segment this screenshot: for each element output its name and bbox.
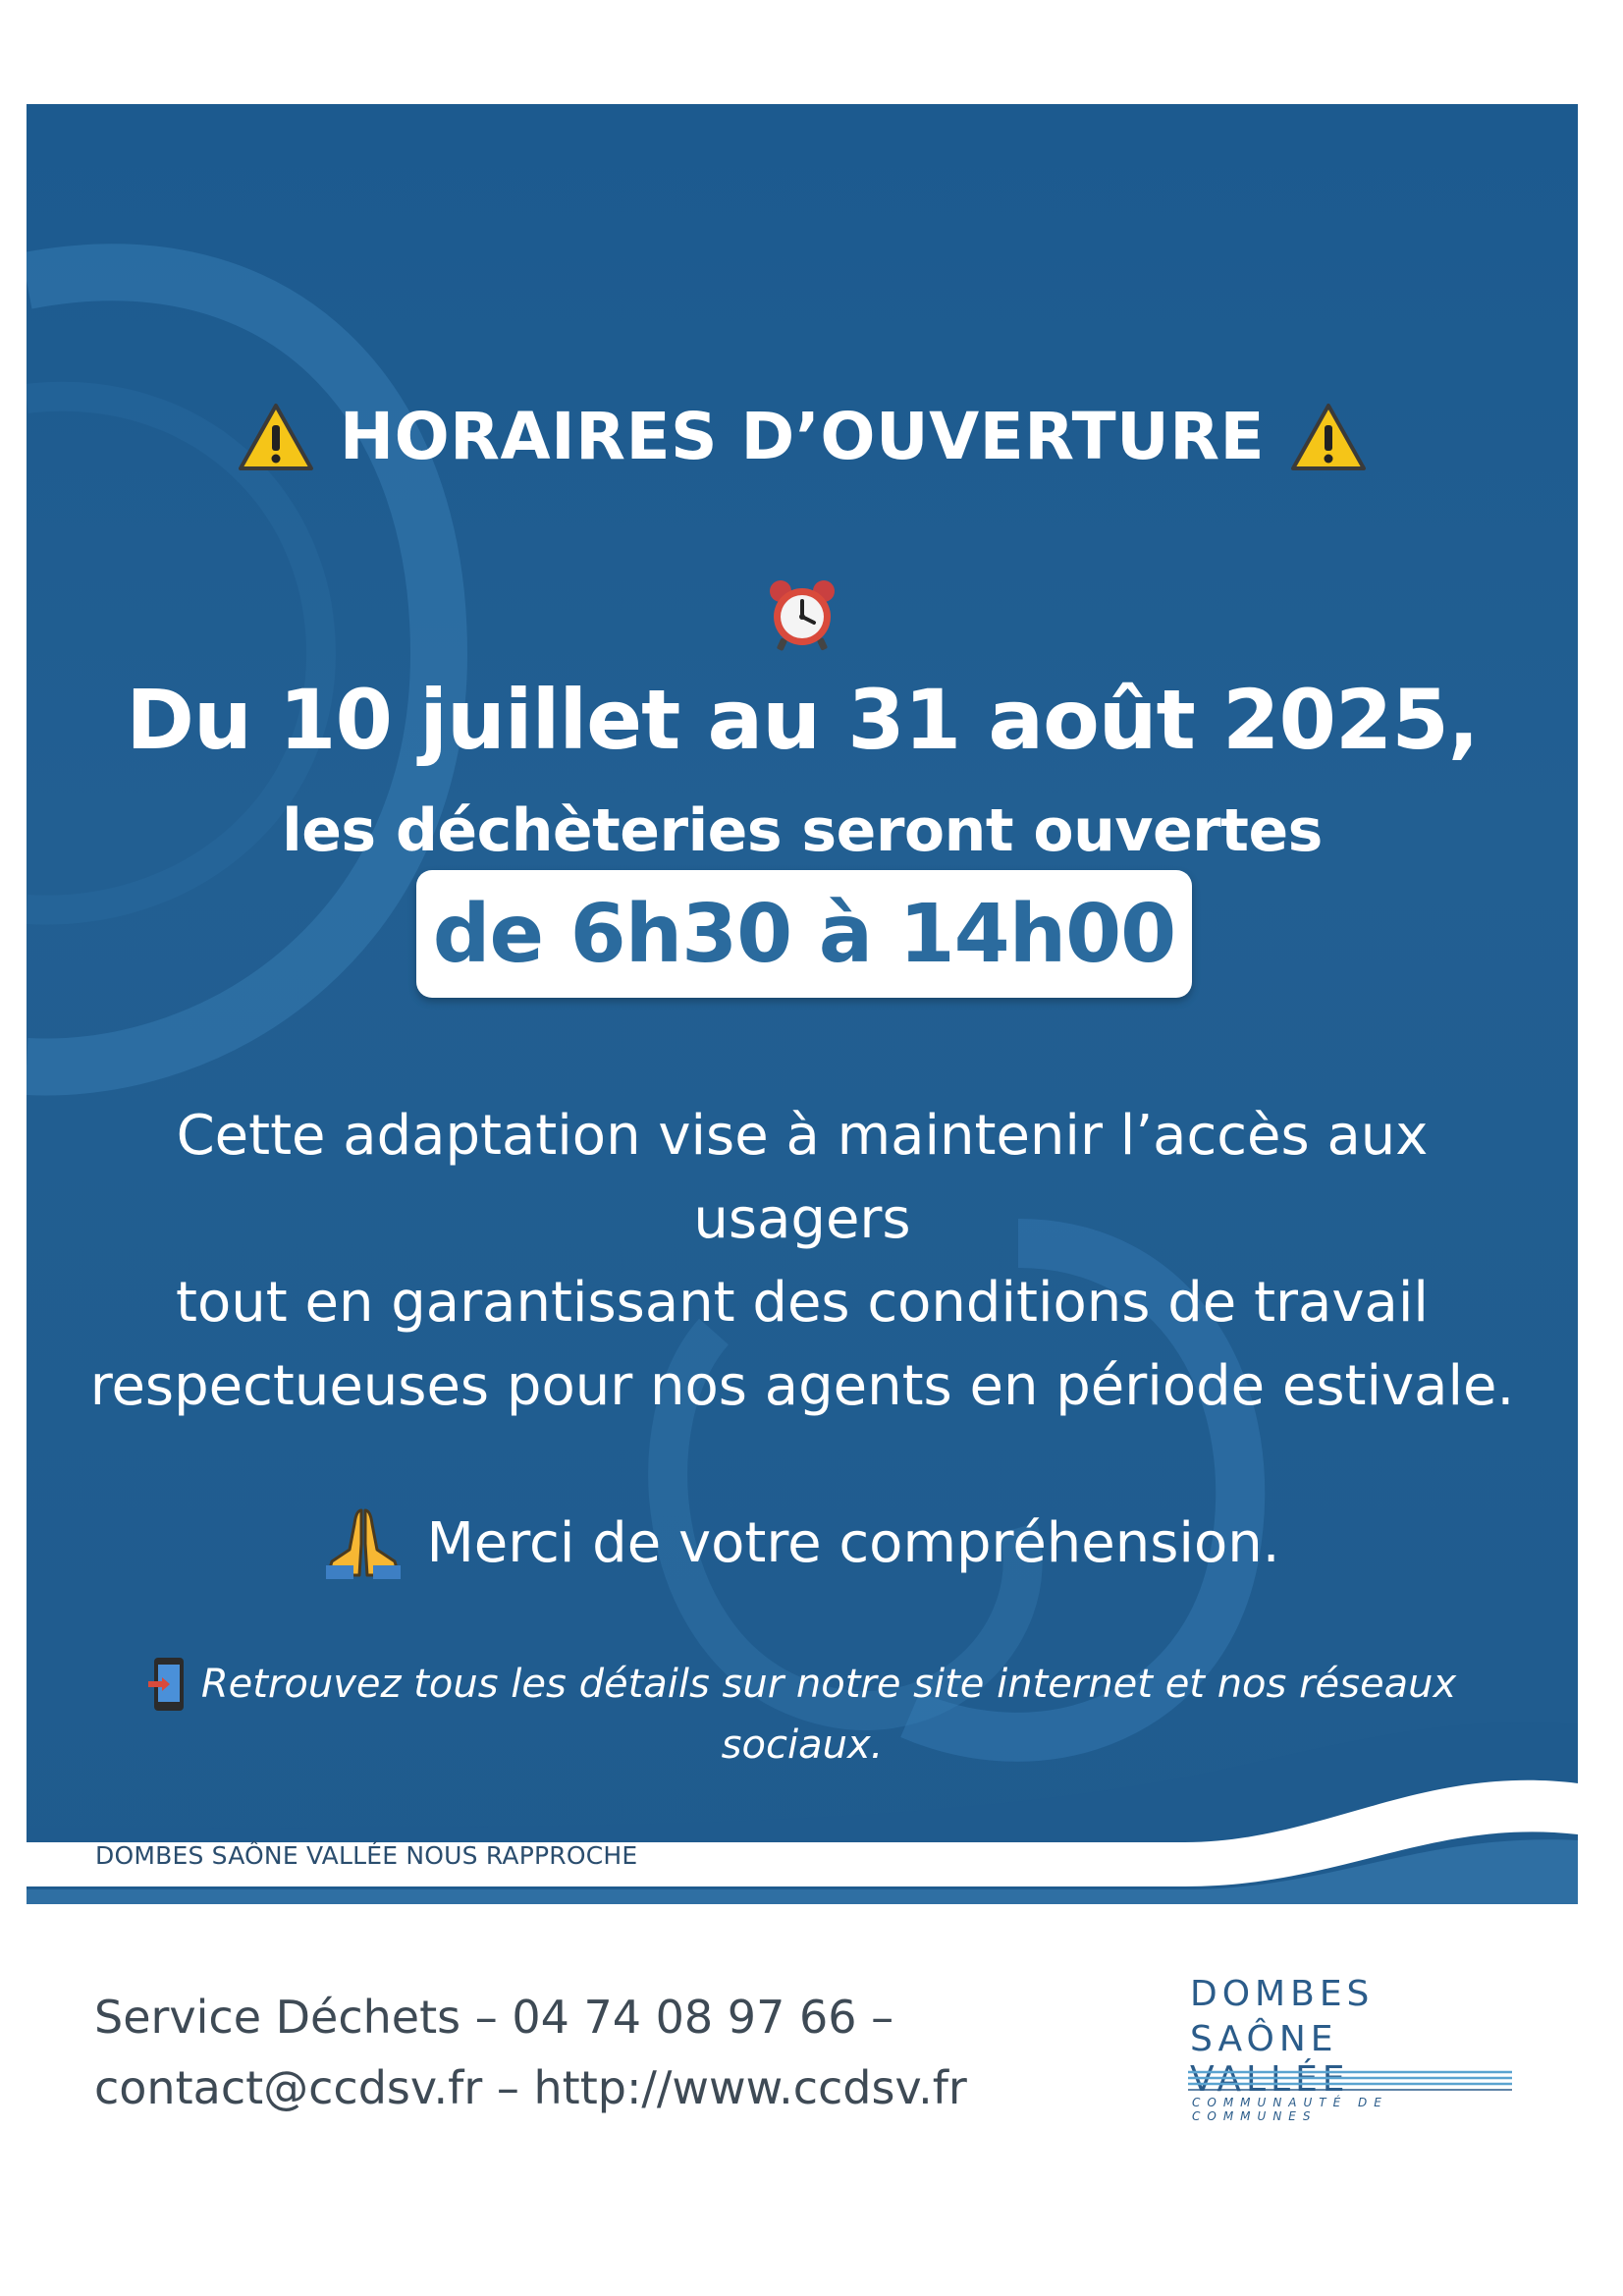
logo-line1: DOMBES <box>1190 1974 1375 2014</box>
explanation-line: Cette adaptation vise à maintenir l’accès aux <box>176 1104 1429 1168</box>
poster-panel <box>27 104 1578 1924</box>
warning-icon <box>1290 402 1367 472</box>
explanation-line: respectueuses pour nos agents en période estivale. <box>89 1354 1515 1418</box>
praying-hands-icon <box>324 1504 403 1581</box>
alarm-clock-icon <box>765 577 839 652</box>
subline-opening: les déchèteries seront ouvertes <box>282 796 1323 865</box>
explanation-line: tout en garantissant des conditions de travail <box>176 1271 1429 1335</box>
footer-contact <box>94 1982 967 2123</box>
opening-hours-badge <box>416 870 1192 998</box>
explanation-paragraph <box>27 1094 1578 1428</box>
logo-waves-icon <box>1188 2068 1512 2092</box>
clock-row <box>27 577 1578 656</box>
details-paragraph <box>27 1654 1578 1776</box>
tagline-band-label: DOMBES SAÔNE VALLÉE NOUS RAPPROCHE <box>95 1841 638 1870</box>
details-text-line2: sociaux. <box>721 1722 884 1768</box>
contact-line-phone: Service Déchets – 04 74 08 97 66 – <box>94 1991 894 2044</box>
warning-icon <box>238 402 314 472</box>
poster-title-row <box>27 399 1578 474</box>
organization-logo <box>1188 1974 1512 2121</box>
headline-dates: Du 10 juillet au 31 août 2025, <box>126 672 1479 768</box>
mobile-phone-icon <box>148 1656 188 1713</box>
poster-title: HORAIRES D’OUVERTURE <box>339 399 1266 474</box>
explanation-line: usagers <box>693 1187 911 1251</box>
contact-line-web: contact@ccdsv.fr – http://www.ccdsv.fr <box>94 2061 967 2114</box>
thanks-text: Merci de votre compréhension. <box>426 1510 1280 1575</box>
logo-line2: SAÔNE VALLÉE <box>1190 2019 1350 2100</box>
thanks-row <box>27 1504 1578 1581</box>
opening-hours-text: de 6h30 à 14h00 <box>432 887 1176 981</box>
details-text-line1: Retrouvez tous les détails sur notre site internet et nos réseaux <box>200 1662 1457 1707</box>
background-swirl <box>27 104 1578 1924</box>
logo-subtitle: COMMUNAUTÉ DE COMMUNES <box>1192 2096 1388 2123</box>
